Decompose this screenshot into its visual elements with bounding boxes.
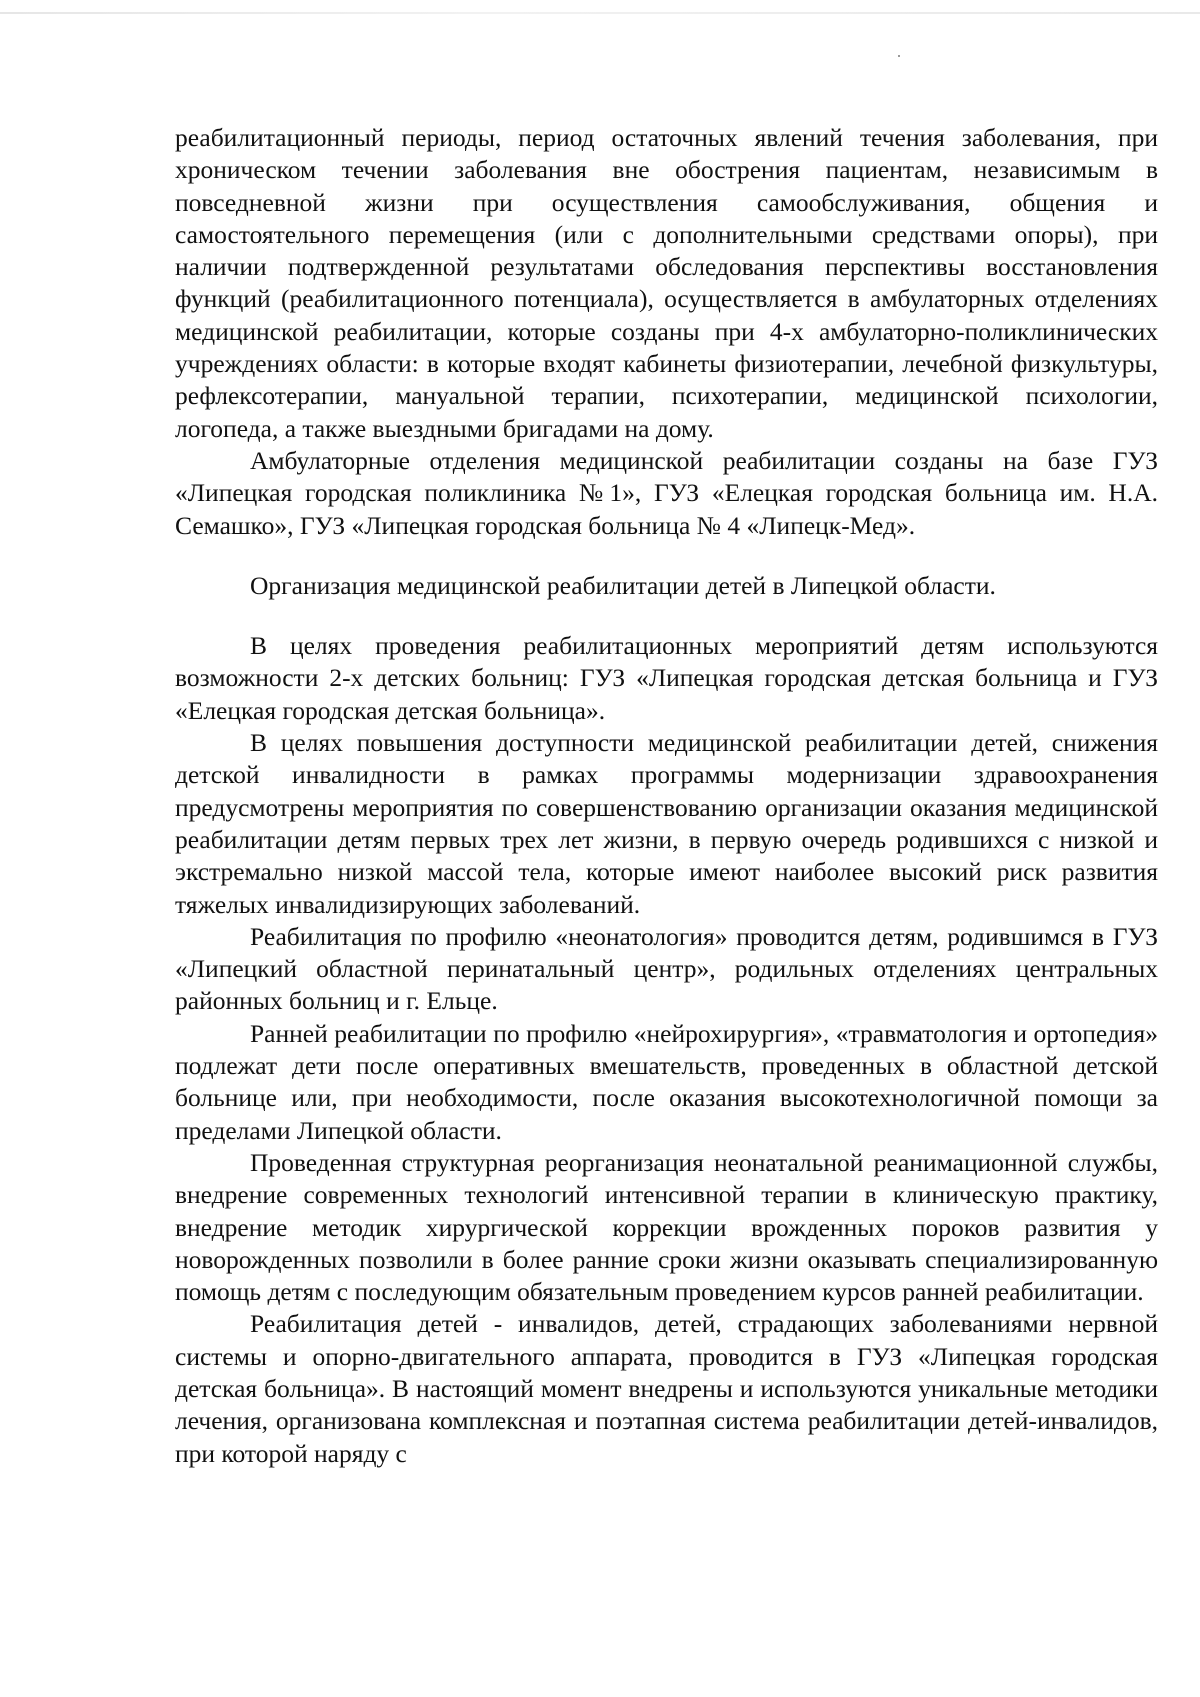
document-body — [175, 122, 1158, 1470]
paragraph-accessibility: В целях повышения доступности медицинской реабилитации детей, снижения детской инвалидности в рамках программы модернизации здравоохранения предусмотрены мероприятия по совершенствованию организации оказания медицинской реабилитации детям первых трех лет жизни, в первую очередь родившихся с низкой и экстремально низкой массой тела, которые имеют наиболее высокий риск развития тяжелых инвалидизирующих заболеваний. — [175, 728, 1158, 919]
scan-speck — [898, 55, 900, 57]
paragraph-neonatology: Реабилитация по профилю «неонатология» проводится детям, родившимся в ГУЗ «Липецкий областной перинатальный центр», родильных отделениях центральных районных больниц и г. Ельце. — [175, 921, 1158, 1016]
paragraph-disabled-children: Реабилитация детей - инвалидов, детей, страдающих заболеваниями нервной системы и опорно-двигательного аппарата, проводится в ГУЗ «Липецкая городская детская больница». В настоящий момент внедрены и используются уникальные методики лечения, организована комплексная и поэтапная система реабилитации детей-инвалидов, при которой наряду с — [175, 1309, 1158, 1468]
scan-top-edge — [0, 12, 1200, 14]
paragraph-continuation: реабилитационный периоды, период остаточных явлений течения заболевания, при хроническом течении заболевания вне обострения пациентам, независимым в повседневной жизни при осуществления самообслуживания, общения и самостоятельного перемещения (или с дополнительными средствами опоры), при наличии подтвержденной результатами обследования перспективы восстановления функций (реабилитационного потенциала), осуществляется в амбулаторных отделениях медицинской реабилитации, которые созданы при 4-х амбулаторно-поликлинических учреждениях области: в которые входят кабинеты физиотерапии, лечебной физкультуры, рефлексотерапии, мануальной терапии, психотерапии, медицинской психологии, логопеда, а также выездными бригадами на дому. — [175, 123, 1158, 443]
paragraph-early-rehabilitation: Ранней реабилитации по профилю «нейрохирургия», «травматология и ортопедия» подлежат дети после оперативных вмешательств, проведенных в областной детской больнице или, при необходимости, после оказания высокотехнологичной помощи за пределами Липецкой области. — [175, 1018, 1158, 1145]
paragraph-reorganization: Проведенная структурная реорганизация неонатальной реанимационной службы, внедрение современных технологий интенсивной терапии в клиническую практику, внедрение методик хирургической коррекции врожденных пороков развития у новорожденных позволили в более ранние сроки жизни оказывать специализированную помощь детям с последующим обязательным проведением курсов ранней реабилитации. — [175, 1147, 1158, 1307]
paragraph-childrens-hospitals: В целях проведения реабилитационных мероприятий детям используются возможности 2-х детских больниц: ГУЗ «Липецкая городская детская больница и ГУЗ «Елецкая городская детская больница». — [175, 631, 1158, 725]
section-heading: Организация медицинской реабилитации детей в Липецкой области. — [250, 570, 996, 600]
paragraph-ambulatory-departments: Амбулаторные отделения медицинской реабилитации созданы на базе ГУЗ «Липецкая городская поликлиника №1», ГУЗ «Елецкая городская больница им. Н.А. Семашко», ГУЗ «Липецкая городская больница № 4 «Липецк-Мед». — [175, 445, 1158, 540]
